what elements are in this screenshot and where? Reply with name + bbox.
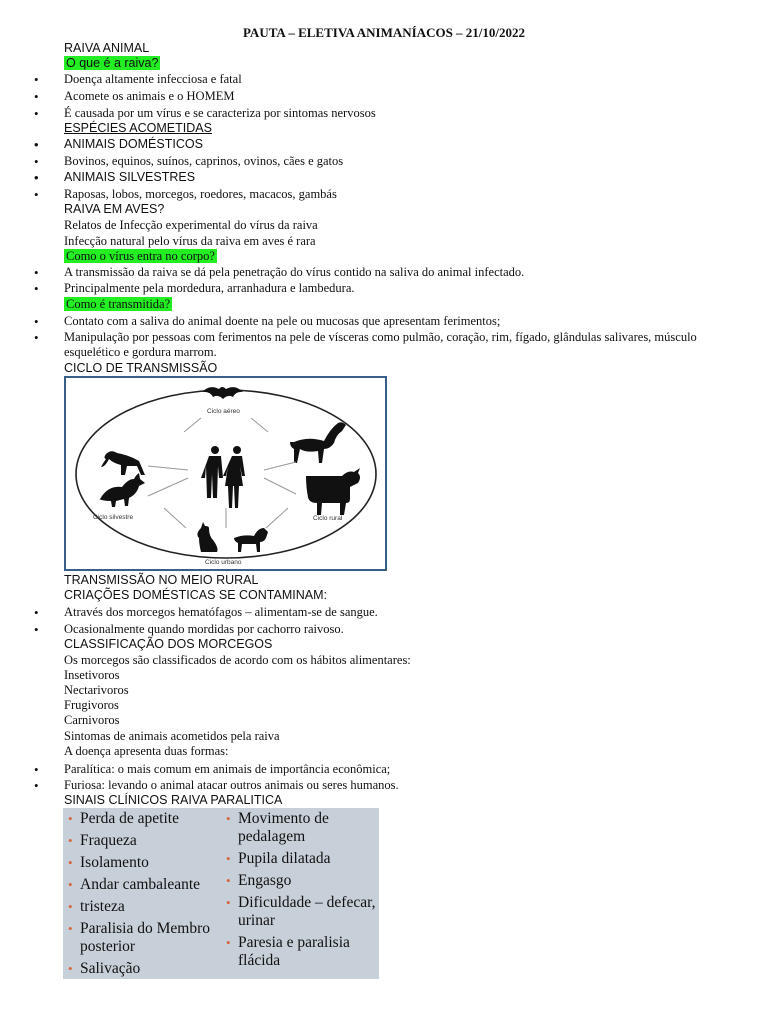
question-como-transmitida bbox=[64, 297, 172, 312]
text-classificados: Os morcegos são classificados de acordo com os hábitos alimentares: bbox=[64, 653, 411, 667]
text-relatos: Relatos de Infecção experimental do vírus da raiva bbox=[64, 218, 318, 232]
bullet-cachorro: • Ocasionalmente quando mordidas por cachorro raivoso. bbox=[64, 622, 344, 637]
bullet-transmissao: • A transmissão da raiva se dá pela penetração do vírus contido na saliva do animal infectado. bbox=[64, 265, 524, 280]
sign-item: • Engasgo bbox=[226, 872, 292, 889]
bullet-doenca: • Doença altamente infecciosa e fatal bbox=[64, 72, 242, 87]
heading-ciclo: CICLO DE TRANSMISSÃO bbox=[64, 361, 218, 375]
sign-item: • Dificuldade – defecar, urinar bbox=[226, 894, 376, 929]
highlight-como-entra: Como o vírus entra no corpo? bbox=[66, 249, 215, 263]
text-infeccao: Infecção natural pelo vírus da raiva em aves é rara bbox=[64, 234, 316, 248]
sign-item: • Paralisia do Membro posterior bbox=[68, 920, 211, 955]
sign-item: • Isolamento bbox=[68, 854, 149, 871]
bullet-contato: • Contato com a saliva do animal doente na pele ou mucosas que apresentam ferimentos; bbox=[64, 314, 500, 329]
sign-item: • Pupila dilatada bbox=[226, 850, 331, 867]
sign-item: • Paresia e paralisia flácida bbox=[226, 934, 350, 969]
text-insetivoros: Insetivoros bbox=[64, 668, 120, 682]
text-frugivoros: Frugivoros bbox=[64, 698, 119, 712]
heading-sinais: SINAIS CLÍNICOS RAIVA PARALITICA bbox=[64, 793, 283, 807]
highlight-o-que-e: O que é a raiva? bbox=[66, 56, 159, 70]
heading-criacoes: CRIAÇÕES DOMÉSTICAS SE CONTAMINAM: bbox=[64, 588, 327, 602]
heading-aves: RAIVA EM AVES? bbox=[64, 202, 165, 216]
cow-icon bbox=[306, 468, 360, 515]
text-nectarivoros: Nectarivoros bbox=[64, 683, 129, 697]
highlight-como-transmitida: Como é transmitida? bbox=[66, 297, 171, 311]
page-title: PAUTA – ELETIVA ANIMANÍACOS – 21/10/2022 bbox=[242, 25, 526, 40]
signs-left-column bbox=[68, 810, 238, 982]
signs-right-column bbox=[226, 810, 376, 974]
clinical-signs-panel bbox=[63, 808, 379, 979]
question-o-que-e bbox=[64, 56, 160, 71]
bullet-acomete: • Acomete os animais e o HOMEM bbox=[64, 89, 234, 104]
humans-icon bbox=[201, 446, 245, 508]
text-sintomas: Sintomas de animais acometidos pela raiva bbox=[64, 729, 280, 743]
horse-icon bbox=[290, 422, 346, 463]
sign-item: • Andar cambaleante bbox=[68, 876, 201, 893]
heading-classificacao: CLASSIFICAÇÃO DOS MORCEGOS bbox=[64, 637, 273, 651]
bullet-bovinos: • Bovinos, equinos, suínos, caprinos, ovinos, cães e gatos bbox=[64, 154, 343, 169]
heading-raiva-animal: RAIVA ANIMAL bbox=[64, 41, 150, 55]
bullet-raposas: • Raposas, lobos, morcegos, roedores, macacos, gambás bbox=[64, 187, 337, 202]
fox-icon bbox=[99, 473, 145, 507]
sign-item: • Perda de apetite bbox=[68, 810, 179, 827]
bullet-paralitica: • Paralítica: o mais comum em animais de importância econômica; bbox=[64, 762, 390, 777]
bullet-domesticos: • ANIMAIS DOMÉSTICOS bbox=[64, 137, 203, 152]
sign-item: • Salivação bbox=[68, 960, 141, 977]
bullet-silvestres: • ANIMAIS SILVESTRES bbox=[64, 170, 195, 185]
cat-icon bbox=[197, 522, 217, 552]
dog-icon bbox=[234, 528, 268, 552]
bullet-manipulacao: • Manipulação por pessoas com ferimentos na pele de vísceras como pulmão, coração, rim, fígado, glândulas salivares, músculo esquelético e gordura marrom. bbox=[64, 330, 740, 360]
label-ciclo-silvestre: Ciclo silvestre bbox=[93, 514, 134, 521]
sign-item: • Fraqueza bbox=[68, 832, 137, 849]
label-ciclo-urbano: Ciclo urbano bbox=[205, 559, 242, 566]
bullet-morcegos: • Através dos morcegos hematófagos – alimentam-se de sangue. bbox=[64, 605, 378, 620]
bat-icon bbox=[202, 387, 243, 399]
monkey-icon bbox=[101, 451, 145, 475]
heading-meio-rural: TRANSMISSÃO NO MEIO RURAL bbox=[64, 573, 259, 587]
bullet-causada: • É causada por um vírus e se caracteriza por sintomas nervosos bbox=[64, 106, 376, 121]
label-ciclo-aereo: Ciclo aéreo bbox=[207, 408, 240, 415]
heading-especies: ESPÉCIES ACOMETIDAS bbox=[64, 121, 212, 135]
text-carnivoros: Carnivoros bbox=[64, 713, 120, 727]
cycle-diagram bbox=[66, 378, 385, 569]
bullet-mordedura: • Principalmente pela mordedura, arranhadura e lambedura. bbox=[64, 281, 355, 296]
text-duas-formas: A doença apresenta duas formas: bbox=[64, 744, 229, 758]
bullet-furiosa: • Furiosa: levando o animal atacar outros animais ou seres humanos. bbox=[64, 778, 399, 793]
sign-item: • tristeza bbox=[68, 898, 125, 915]
sign-item: • Movimento de pedalagem bbox=[226, 810, 329, 845]
transmission-cycle-figure bbox=[64, 376, 387, 571]
question-como-entra bbox=[64, 249, 217, 264]
label-ciclo-rural: Ciclo rural bbox=[313, 515, 343, 522]
